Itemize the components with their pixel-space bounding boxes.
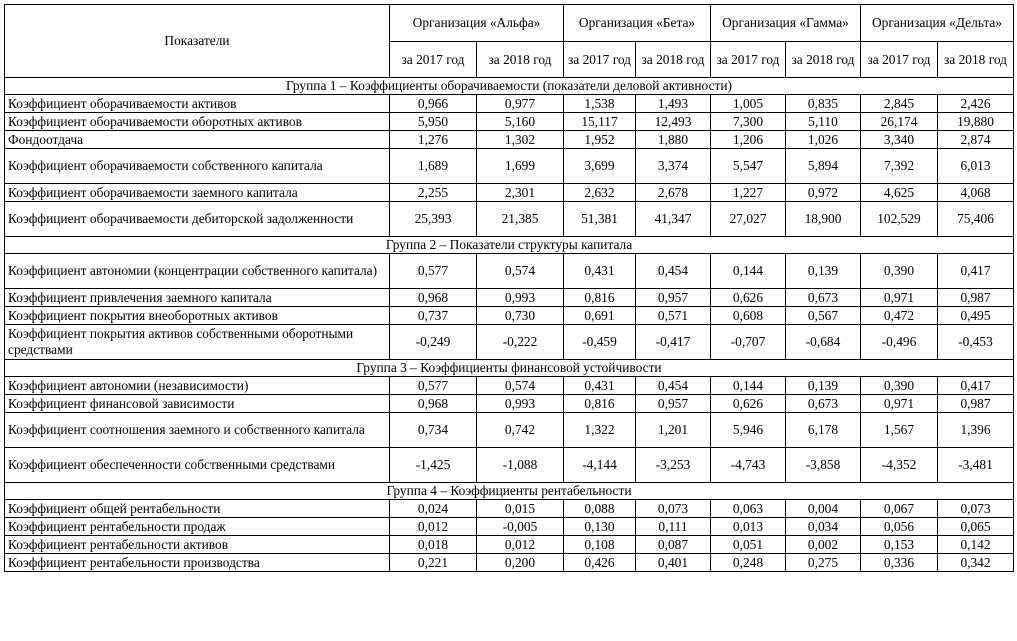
value-cell: 1,206: [711, 131, 786, 149]
value-cell: 0,972: [786, 184, 861, 202]
value-cell: 0,200: [477, 554, 564, 572]
indicator-name: Коэффициент покрытия активов собственными оборотными средствами: [5, 325, 390, 360]
value-cell: -0,707: [711, 325, 786, 360]
indicator-name: Коэффициент автономии (независимости): [5, 377, 390, 395]
value-cell: 26,174: [861, 113, 938, 131]
value-cell: 0,065: [938, 518, 1014, 536]
table-row: [5, 377, 1014, 395]
value-cell: -4,144: [564, 448, 636, 483]
value-cell: -4,352: [861, 448, 938, 483]
value-cell: 0,417: [938, 254, 1014, 289]
value-cell: 5,110: [786, 113, 861, 131]
value-cell: 3,699: [564, 149, 636, 184]
org-beta-header: Организация «Бета»: [564, 5, 711, 42]
indicator-name: Коэффициент автономии (концентрации собственного капитала): [5, 254, 390, 289]
group-title: Группа 4 – Коэффициенты рентабельности: [5, 483, 1014, 500]
group-title: Группа 2 – Показатели структуры капитала: [5, 237, 1014, 254]
value-cell: 0,971: [861, 395, 938, 413]
value-cell: 0,088: [564, 500, 636, 518]
value-cell: 0,139: [786, 377, 861, 395]
org-gamma-header: Организация «Гамма»: [711, 5, 861, 42]
value-cell: 0,734: [390, 413, 477, 448]
table-row: [5, 184, 1014, 202]
value-cell: 0,673: [786, 395, 861, 413]
value-cell: 3,374: [636, 149, 711, 184]
value-cell: 0,577: [390, 254, 477, 289]
value-cell: 1,026: [786, 131, 861, 149]
indicator-name: Коэффициент рентабельности активов: [5, 536, 390, 554]
table-row: [5, 254, 1014, 289]
value-cell: 1,952: [564, 131, 636, 149]
value-cell: 1,699: [477, 149, 564, 184]
value-cell: 0,454: [636, 254, 711, 289]
value-cell: -1,425: [390, 448, 477, 483]
value-cell: -0,249: [390, 325, 477, 360]
value-cell: 5,946: [711, 413, 786, 448]
value-cell: 0,221: [390, 554, 477, 572]
value-cell: 0,067: [861, 500, 938, 518]
year-2018-header: за 2018 год: [786, 42, 861, 78]
value-cell: 75,406: [938, 202, 1014, 237]
value-cell: 6,178: [786, 413, 861, 448]
value-cell: 0,004: [786, 500, 861, 518]
value-cell: 0,248: [711, 554, 786, 572]
value-cell: -3,858: [786, 448, 861, 483]
indicator-name: Коэффициент соотношения заемного и собственного капитала: [5, 413, 390, 448]
value-cell: 0,957: [636, 395, 711, 413]
value-cell: -1,088: [477, 448, 564, 483]
value-cell: 1,567: [861, 413, 938, 448]
value-cell: -3,253: [636, 448, 711, 483]
value-cell: 2,301: [477, 184, 564, 202]
group-title: Группа 3 – Коэффициенты финансовой устойчивости: [5, 360, 1014, 377]
table-row: [5, 202, 1014, 237]
group-title: Группа 1 – Коэффициенты оборачиваемости (показатели деловой активности): [5, 78, 1014, 95]
table-row: [5, 95, 1014, 113]
value-cell: 0,957: [636, 289, 711, 307]
value-cell: 5,894: [786, 149, 861, 184]
value-cell: 0,691: [564, 307, 636, 325]
value-cell: 0,130: [564, 518, 636, 536]
table-row: [5, 413, 1014, 448]
year-2017-header: за 2017 год: [861, 42, 938, 78]
value-cell: 2,678: [636, 184, 711, 202]
value-cell: 0,454: [636, 377, 711, 395]
table-row: [5, 131, 1014, 149]
indicator-name: Коэффициент рентабельности продаж: [5, 518, 390, 536]
table-row: [5, 395, 1014, 413]
value-cell: 0,108: [564, 536, 636, 554]
value-cell: 0,977: [477, 95, 564, 113]
value-cell: 0,013: [711, 518, 786, 536]
year-2017-header: за 2017 год: [390, 42, 477, 78]
value-cell: 0,012: [477, 536, 564, 554]
value-cell: 0,024: [390, 500, 477, 518]
value-cell: 0,390: [861, 254, 938, 289]
value-cell: 1,880: [636, 131, 711, 149]
indicator-name: Коэффициент оборачиваемости заемного капитала: [5, 184, 390, 202]
value-cell: 0,142: [938, 536, 1014, 554]
value-cell: 6,013: [938, 149, 1014, 184]
value-cell: 7,300: [711, 113, 786, 131]
indicator-name: Коэффициент привлечения заемного капитала: [5, 289, 390, 307]
value-cell: 0,577: [390, 377, 477, 395]
value-cell: 0,073: [938, 500, 1014, 518]
value-cell: 0,153: [861, 536, 938, 554]
value-cell: 1,689: [390, 149, 477, 184]
value-cell: 0,737: [390, 307, 477, 325]
group-header-row: [5, 78, 1014, 95]
value-cell: 0,275: [786, 554, 861, 572]
indicator-name: Коэффициент оборачиваемости оборотных активов: [5, 113, 390, 131]
value-cell: 2,255: [390, 184, 477, 202]
value-cell: 2,426: [938, 95, 1014, 113]
value-cell: 25,393: [390, 202, 477, 237]
group-header-row: [5, 237, 1014, 254]
value-cell: 21,385: [477, 202, 564, 237]
value-cell: 1,201: [636, 413, 711, 448]
value-cell: 0,336: [861, 554, 938, 572]
value-cell: 0,056: [861, 518, 938, 536]
value-cell: 19,880: [938, 113, 1014, 131]
value-cell: 0,968: [390, 395, 477, 413]
value-cell: 0,608: [711, 307, 786, 325]
value-cell: -0,684: [786, 325, 861, 360]
value-cell: 1,005: [711, 95, 786, 113]
value-cell: 0,144: [711, 254, 786, 289]
value-cell: 2,874: [938, 131, 1014, 149]
value-cell: 0,971: [861, 289, 938, 307]
value-cell: 0,002: [786, 536, 861, 554]
value-cell: 0,034: [786, 518, 861, 536]
value-cell: 0,626: [711, 289, 786, 307]
value-cell: 0,015: [477, 500, 564, 518]
value-cell: -3,481: [938, 448, 1014, 483]
value-cell: 0,574: [477, 254, 564, 289]
value-cell: 0,993: [477, 289, 564, 307]
value-cell: 27,027: [711, 202, 786, 237]
value-cell: 1,322: [564, 413, 636, 448]
value-cell: 15,117: [564, 113, 636, 131]
group-header-row: [5, 483, 1014, 500]
value-cell: 0,063: [711, 500, 786, 518]
org-delta-header: Организация «Дельта»: [861, 5, 1014, 42]
value-cell: 1,396: [938, 413, 1014, 448]
value-cell: 51,381: [564, 202, 636, 237]
value-cell: 0,401: [636, 554, 711, 572]
value-cell: 5,160: [477, 113, 564, 131]
indicator-name: Коэффициент оборачиваемости дебиторской задолженности: [5, 202, 390, 237]
table-row: [5, 536, 1014, 554]
value-cell: 0,987: [938, 395, 1014, 413]
value-cell: 4,068: [938, 184, 1014, 202]
value-cell: 1,538: [564, 95, 636, 113]
group-header-row: [5, 360, 1014, 377]
table-row: [5, 500, 1014, 518]
year-2018-header: за 2018 год: [477, 42, 564, 78]
value-cell: -0,417: [636, 325, 711, 360]
value-cell: -0,005: [477, 518, 564, 536]
value-cell: 0,816: [564, 289, 636, 307]
indicator-name: Коэффициент покрытия внеоборотных активов: [5, 307, 390, 325]
indicator-name: Коэффициент оборачиваемости собственного капитала: [5, 149, 390, 184]
value-cell: 0,087: [636, 536, 711, 554]
value-cell: 18,900: [786, 202, 861, 237]
value-cell: 1,227: [711, 184, 786, 202]
value-cell: 12,493: [636, 113, 711, 131]
value-cell: 0,993: [477, 395, 564, 413]
value-cell: 0,073: [636, 500, 711, 518]
indicator-name: Фондоотдача: [5, 131, 390, 149]
value-cell: 0,835: [786, 95, 861, 113]
value-cell: 1,493: [636, 95, 711, 113]
value-cell: 0,673: [786, 289, 861, 307]
value-cell: 0,987: [938, 289, 1014, 307]
table-row: [5, 325, 1014, 360]
table-row: [5, 307, 1014, 325]
value-cell: 7,392: [861, 149, 938, 184]
value-cell: 5,547: [711, 149, 786, 184]
year-2018-header: за 2018 год: [938, 42, 1014, 78]
indicators-header: Показатели: [5, 5, 390, 78]
year-2018-header: за 2018 год: [636, 42, 711, 78]
value-cell: 0,567: [786, 307, 861, 325]
value-cell: 0,626: [711, 395, 786, 413]
value-cell: 4,625: [861, 184, 938, 202]
year-2017-header: за 2017 год: [564, 42, 636, 78]
value-cell: 0,342: [938, 554, 1014, 572]
value-cell: 0,742: [477, 413, 564, 448]
table-row: [5, 448, 1014, 483]
value-cell: -0,222: [477, 325, 564, 360]
value-cell: -0,453: [938, 325, 1014, 360]
value-cell: 0,968: [390, 289, 477, 307]
value-cell: 0,966: [390, 95, 477, 113]
value-cell: 0,431: [564, 377, 636, 395]
value-cell: 5,950: [390, 113, 477, 131]
indicator-name: Коэффициент общей рентабельности: [5, 500, 390, 518]
financial-ratios-table: [4, 4, 1014, 572]
table-body: [5, 78, 1014, 572]
value-cell: 102,529: [861, 202, 938, 237]
value-cell: 0,472: [861, 307, 938, 325]
value-cell: 0,730: [477, 307, 564, 325]
value-cell: 0,139: [786, 254, 861, 289]
table-header: [5, 5, 1014, 78]
value-cell: 41,347: [636, 202, 711, 237]
value-cell: 0,012: [390, 518, 477, 536]
value-cell: 0,574: [477, 377, 564, 395]
value-cell: 0,144: [711, 377, 786, 395]
value-cell: 1,302: [477, 131, 564, 149]
table-row: [5, 149, 1014, 184]
indicator-name: Коэффициент финансовой зависимости: [5, 395, 390, 413]
value-cell: 0,495: [938, 307, 1014, 325]
value-cell: 1,276: [390, 131, 477, 149]
value-cell: 0,431: [564, 254, 636, 289]
value-cell: -0,496: [861, 325, 938, 360]
indicator-name: Коэффициент обеспеченности собственными средствами: [5, 448, 390, 483]
value-cell: 0,571: [636, 307, 711, 325]
table-row: [5, 518, 1014, 536]
year-2017-header: за 2017 год: [711, 42, 786, 78]
value-cell: 2,632: [564, 184, 636, 202]
table-row: [5, 554, 1014, 572]
value-cell: 0,816: [564, 395, 636, 413]
value-cell: -0,459: [564, 325, 636, 360]
value-cell: 0,390: [861, 377, 938, 395]
value-cell: 0,417: [938, 377, 1014, 395]
table-row: [5, 289, 1014, 307]
org-alfa-header: Организация «Альфа»: [390, 5, 564, 42]
value-cell: -4,743: [711, 448, 786, 483]
value-cell: 0,111: [636, 518, 711, 536]
value-cell: 2,845: [861, 95, 938, 113]
indicator-name: Коэффициент рентабельности производства: [5, 554, 390, 572]
value-cell: 3,340: [861, 131, 938, 149]
value-cell: 0,051: [711, 536, 786, 554]
indicator-name: Коэффициент оборачиваемости активов: [5, 95, 390, 113]
table-row: [5, 113, 1014, 131]
value-cell: 0,018: [390, 536, 477, 554]
value-cell: 0,426: [564, 554, 636, 572]
